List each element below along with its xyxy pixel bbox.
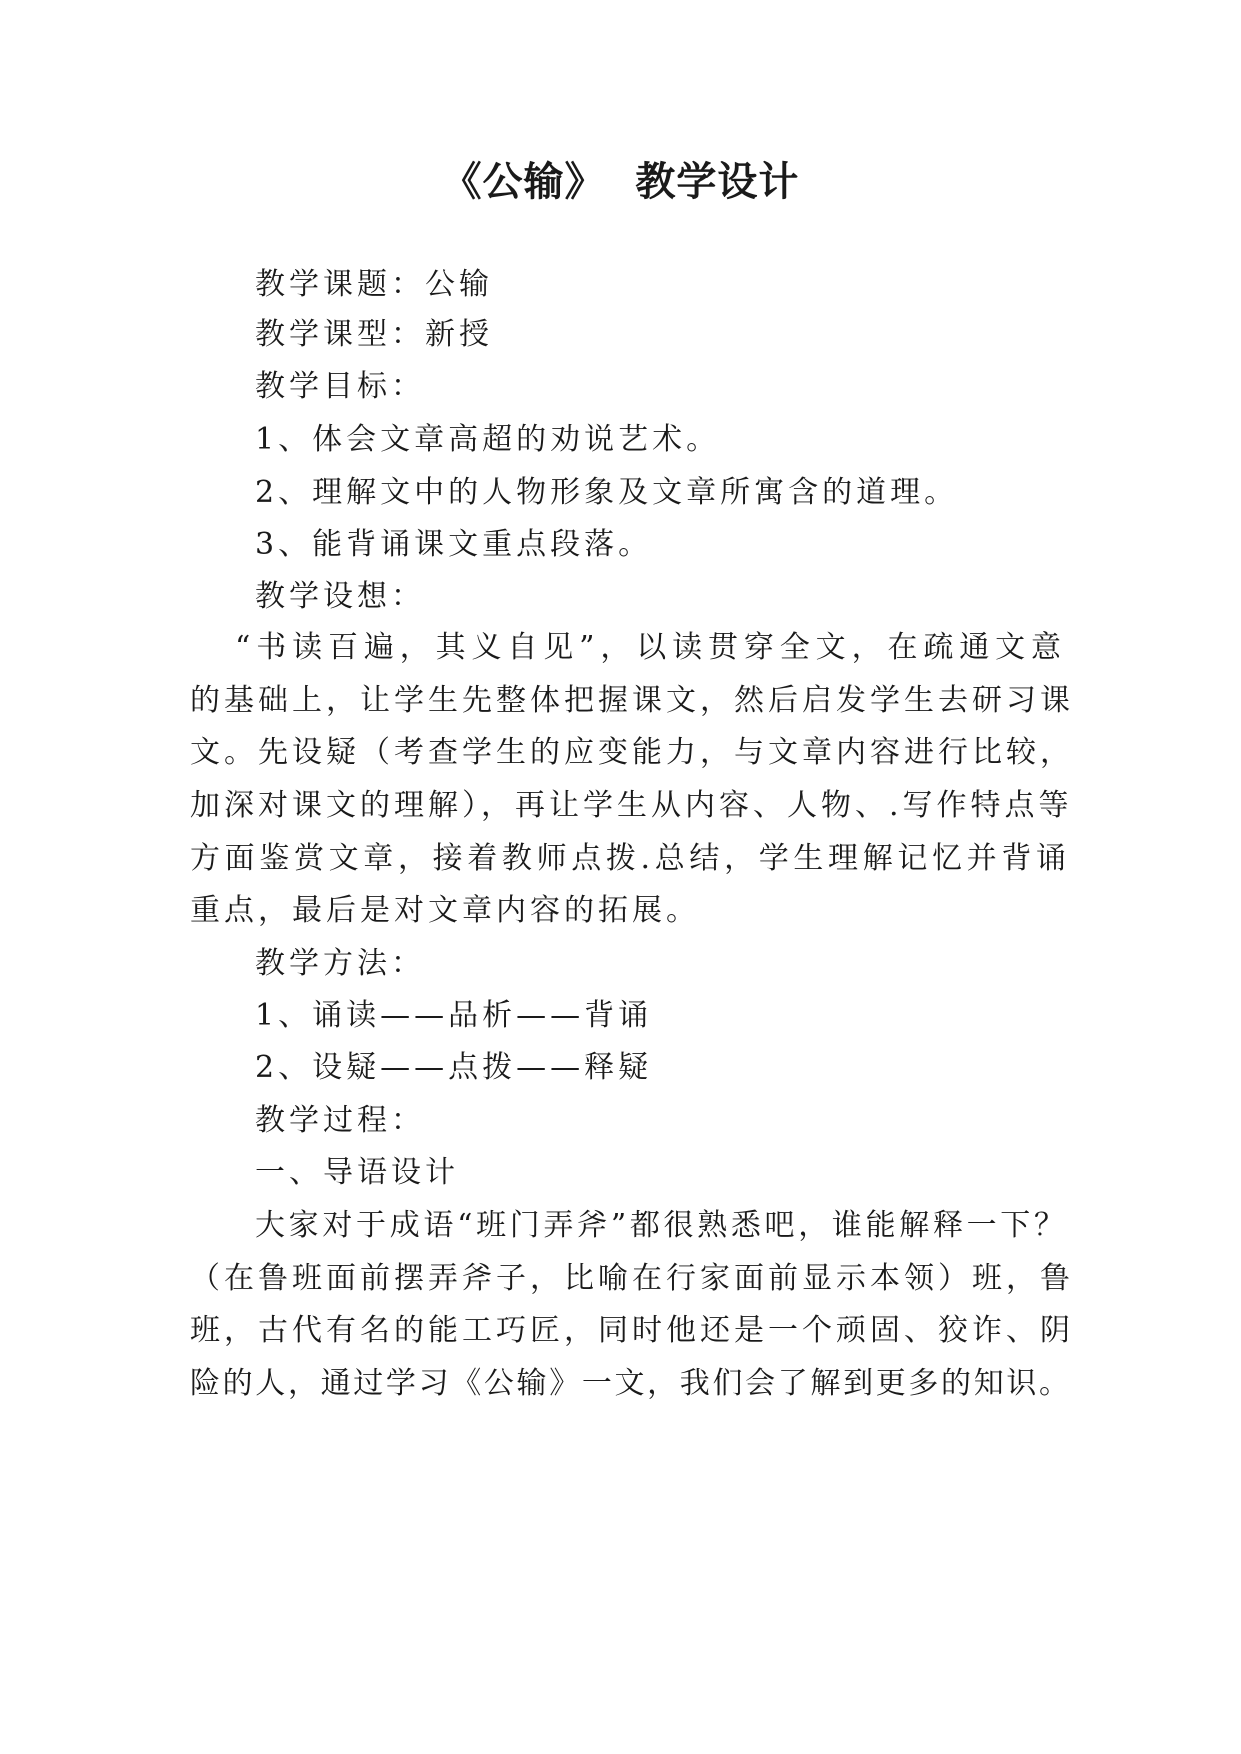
method-item: 1、诵读——品析——背诵 (255, 998, 653, 1033)
section-heading-methods: 教学方法： (255, 946, 425, 981)
objective-item: 2、理解文中的人物形象及文章所寓含的道理。 (255, 475, 959, 510)
objective-item: 1、体会文章高超的劝说艺术。 (255, 422, 721, 457)
paragraph-line: 班，古代有名的能工巧匠，同时他还是一个顽固、狡诈、阴 (190, 1313, 1074, 1348)
paragraph-line: 重点，最后是对文章内容的拓展。 (190, 893, 700, 928)
subsection-heading-intro: 一、导语设计 (255, 1155, 459, 1190)
section-heading-objectives: 教学目标： (255, 369, 425, 404)
section-heading-process: 教学过程： (255, 1103, 425, 1138)
paragraph-line: 险的人，通过学习《公输》一文，我们会了解到更多的知识。 (190, 1366, 1070, 1401)
lesson-type: 教学课型：新授 (255, 317, 493, 352)
paragraph-line: 文。先设疑（考查学生的应变能力，与文章内容进行比较， (190, 735, 1074, 770)
method-item: 2、设疑——点拨——释疑 (255, 1050, 653, 1085)
paragraph-line: （在鲁班面前摆弄斧子，比喻在行家面前显示本领）班，鲁 (190, 1261, 1074, 1296)
objective-item: 3、能背诵课文重点段落。 (255, 527, 653, 562)
paragraph-line: 大家对于成语“班门弄斧”都很熟悉吧，谁能解释一下？ (255, 1208, 1065, 1243)
document-title: 《公输》 教学设计 (441, 159, 800, 205)
paragraph-line: 的基础上，让学生先整体把握课文，然后启发学生去研习课 (190, 683, 1074, 718)
paragraph-line: 方面鉴赏文章，接着教师点拨.总结，学生理解记忆并背诵 (190, 841, 1070, 876)
section-heading-concept: 教学设想： (255, 579, 425, 614)
paragraph-line: 加深对课文的理解），再让学生从内容、人物、.写作特点等 (190, 788, 1073, 823)
lesson-topic: 教学课题：公输 (255, 267, 493, 302)
paragraph-line: “书读百遍，其义自见”，以读贯穿全文，在疏通文意 (235, 630, 1065, 665)
